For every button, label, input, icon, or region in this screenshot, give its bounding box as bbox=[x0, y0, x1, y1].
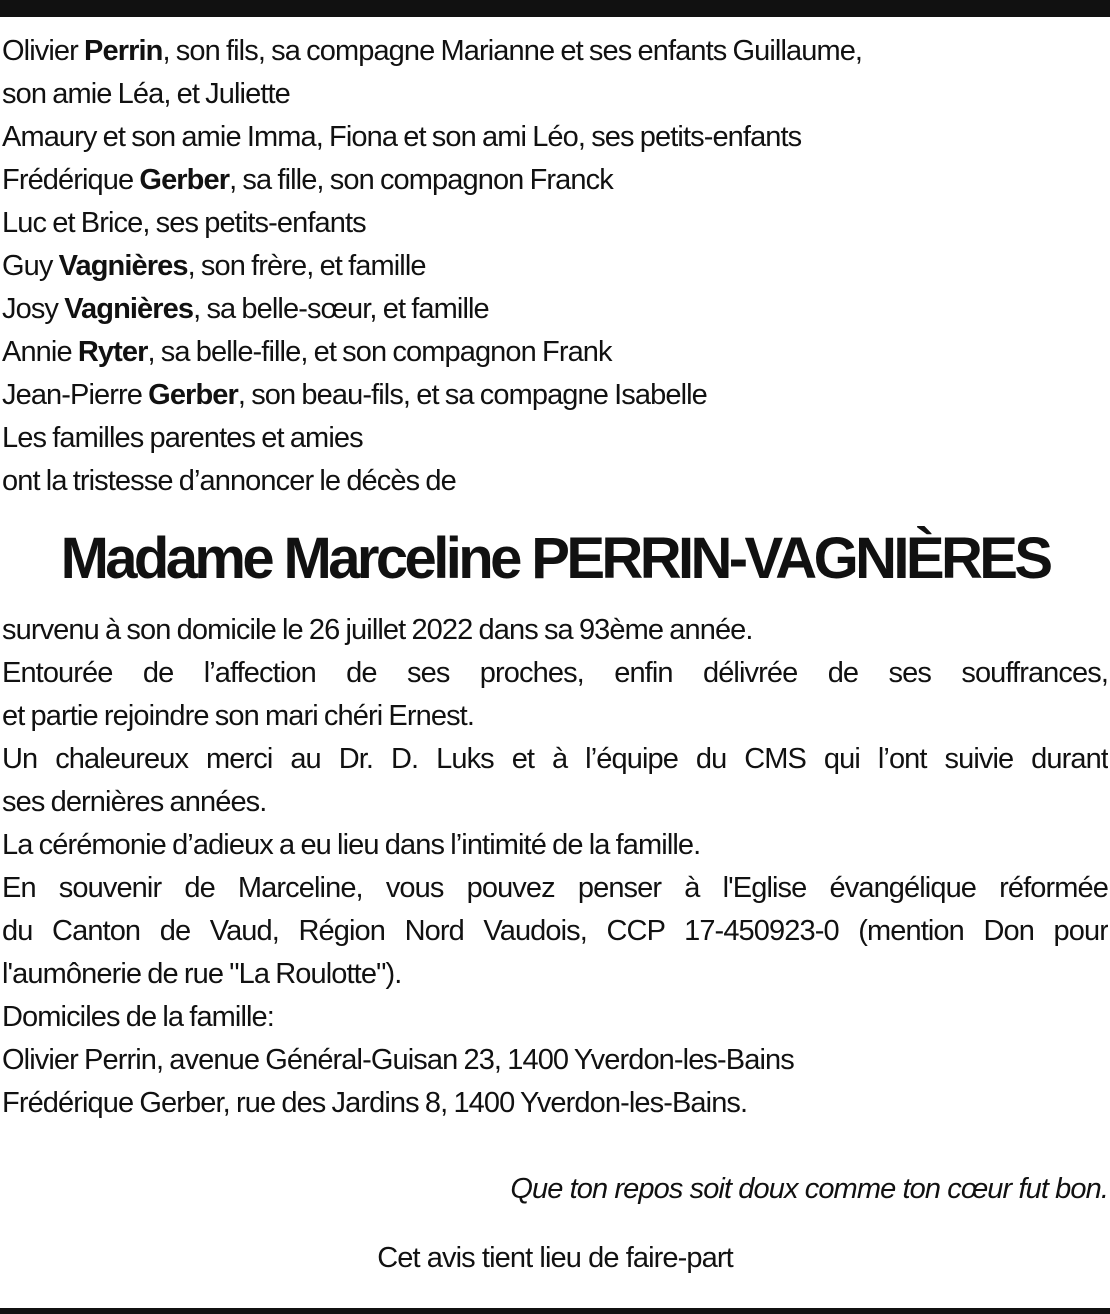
family-line-text: Olivier bbox=[2, 35, 85, 67]
obituary-body bbox=[2, 609, 1108, 1125]
family-line bbox=[2, 288, 1108, 331]
family-line-text: Amaury et son amie Imma, Fiona et son ami Léo, ses petits-enfants bbox=[2, 121, 802, 153]
family-surname: Perrin bbox=[84, 35, 163, 67]
family-surname: Vagnières bbox=[58, 250, 188, 282]
family-line bbox=[2, 460, 1108, 503]
family-line bbox=[2, 245, 1108, 288]
body-line: Olivier Perrin, avenue Général-Guisan 23, 1400 Yverdon-les-Bains bbox=[2, 1044, 794, 1076]
family-line bbox=[2, 417, 1108, 460]
family-surname: Ryter bbox=[77, 336, 148, 368]
family-line-text: , son fils, sa compagne Marianne et ses enfants Guillaume, bbox=[162, 35, 863, 67]
body-line: La cérémonie d’adieux a eu lieu dans l’intimité de la famille. bbox=[2, 829, 701, 861]
top-border-rule bbox=[0, 0, 1110, 17]
family-line-text: Luc et Brice, ses petits-enfants bbox=[2, 207, 366, 239]
family-announcement bbox=[2, 30, 1108, 503]
family-line-text: , sa belle-fille, et son compagnon Frank bbox=[147, 336, 612, 368]
family-line bbox=[2, 159, 1108, 202]
family-line-text: Annie bbox=[2, 336, 78, 368]
family-line bbox=[2, 30, 1108, 73]
family-line-text: Frédérique bbox=[2, 164, 140, 196]
family-line-text: ont la tristesse d’annoncer le décès de bbox=[2, 465, 456, 497]
notice-line: Cet avis tient lieu de faire-part bbox=[377, 1242, 733, 1274]
family-line bbox=[2, 116, 1108, 159]
family-line-text: , son frère, et famille bbox=[187, 250, 426, 282]
body-line: Entourée de l’affection de ses proches, enfin délivrée de ses souffrances, bbox=[2, 657, 1108, 689]
body-line: En souvenir de Marceline, vous pouvez penser à l'Eglise évangélique réformée bbox=[2, 872, 1108, 904]
family-line-text: Jean-Pierre bbox=[2, 379, 149, 411]
family-line-text: Josy bbox=[2, 293, 65, 325]
bottom-border-rule bbox=[0, 1308, 1110, 1314]
family-line-text: , sa belle-sœur, et famille bbox=[193, 293, 489, 325]
family-surname: Vagnières bbox=[64, 293, 194, 325]
family-line-text: Les familles parentes et amies bbox=[2, 422, 363, 454]
deceased-name-heading: Madame Marceline PERRIN-VAGNIÈRES bbox=[60, 526, 1050, 591]
family-line-text: Guy bbox=[2, 250, 59, 282]
family-surname: Gerber bbox=[139, 164, 230, 196]
body-line: survenu à son domicile le 26 juillet 2022 dans sa 93ème année. bbox=[2, 614, 753, 646]
body-line: l'aumônerie de rue "La Roulotte"). bbox=[2, 958, 402, 990]
family-surname: Gerber bbox=[148, 379, 238, 411]
body-line: ses dernières années. bbox=[2, 786, 267, 818]
family-line bbox=[2, 73, 1108, 116]
family-line-text: , son beau-fils, et sa compagne Isabelle bbox=[237, 379, 707, 411]
body-line: Frédérique Gerber, rue des Jardins 8, 1400 Yverdon-les-Bains. bbox=[2, 1087, 748, 1119]
memorial-motto: Que ton repos soit doux comme ton cœur fut bon. bbox=[510, 1173, 1108, 1205]
family-line-text: , sa fille, son compagnon Franck bbox=[229, 164, 613, 196]
body-line: Un chaleureux merci au Dr. D. Luks et à l’équipe du CMS qui l’ont suivie durant bbox=[2, 743, 1108, 775]
body-line: Domiciles de la famille: bbox=[2, 1001, 274, 1033]
family-line bbox=[2, 202, 1108, 245]
family-line bbox=[2, 374, 1108, 417]
body-line: et partie rejoindre son mari chéri Ernest. bbox=[2, 700, 474, 732]
family-line-text: son amie Léa, et Juliette bbox=[2, 78, 290, 110]
body-line: du Canton de Vaud, Région Nord Vaudois, CCP 17-450923-0 (mention Don pour bbox=[2, 915, 1108, 947]
family-line bbox=[2, 331, 1108, 374]
